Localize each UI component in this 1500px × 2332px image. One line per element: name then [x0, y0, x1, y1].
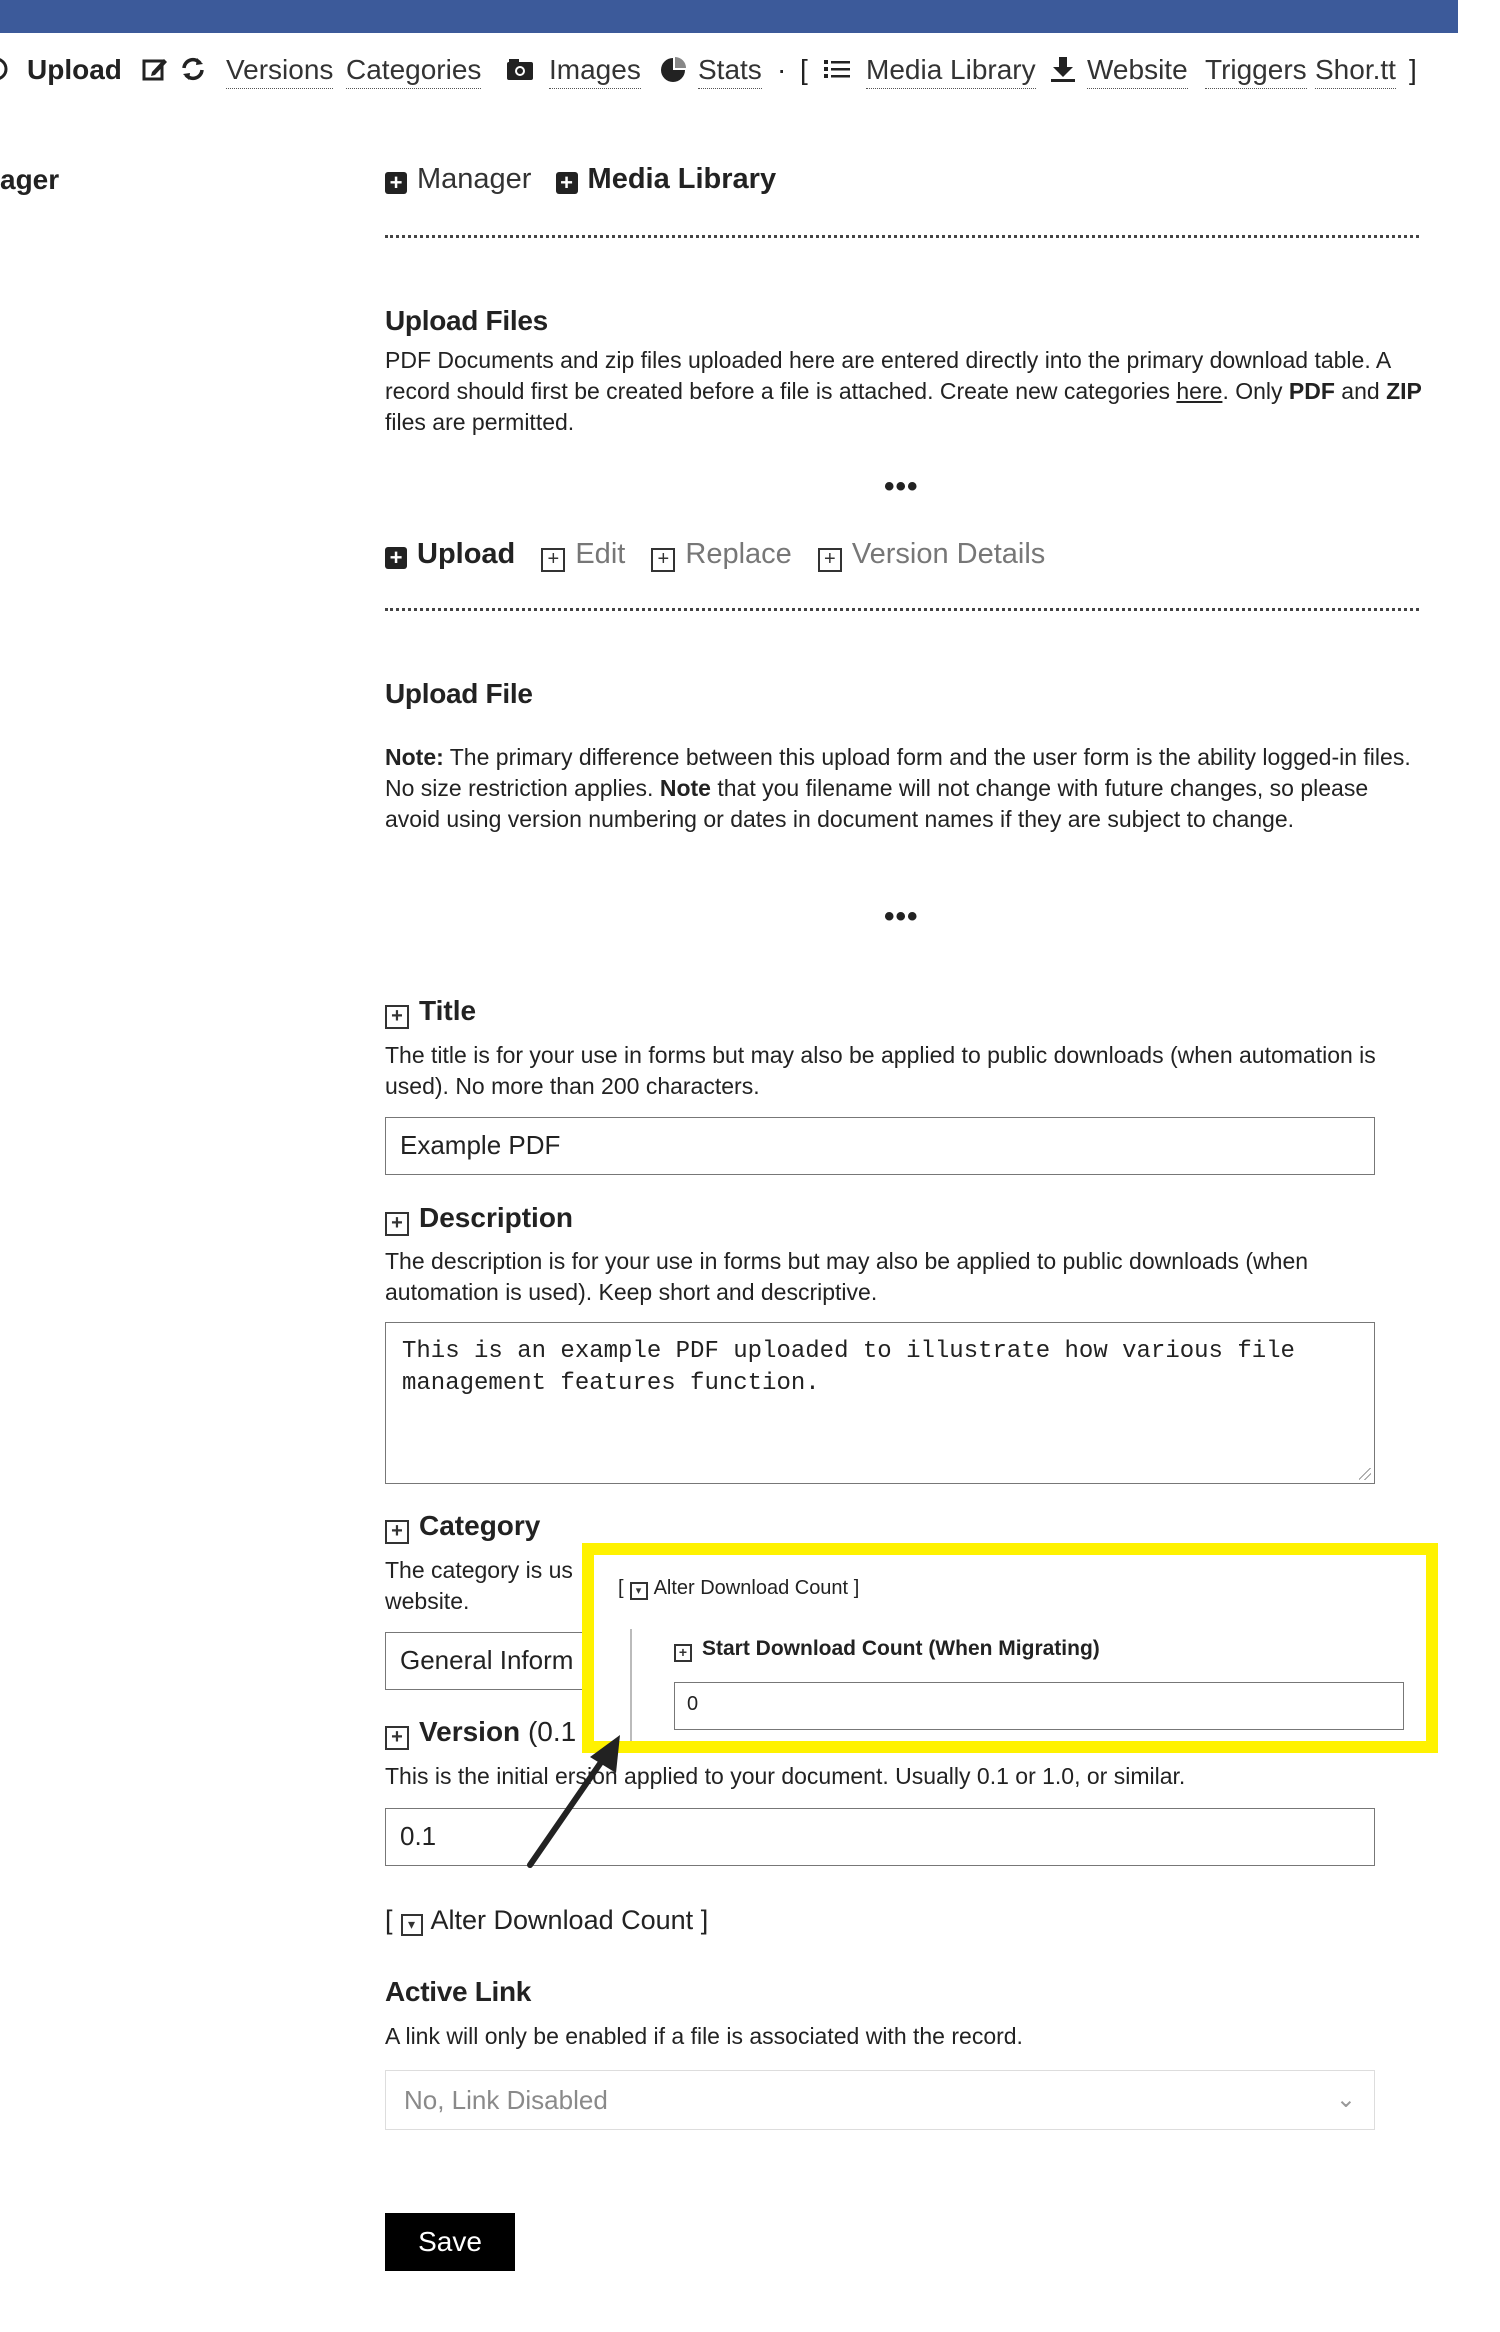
breadcrumb-manager[interactable]: Manager	[417, 163, 532, 195]
annotation-arrow	[520, 1725, 630, 1875]
version-input[interactable]: 0.1	[385, 1808, 1375, 1866]
active-link-value: No, Link Disabled	[404, 2085, 608, 2115]
title-input[interactable]: Example PDF	[385, 1117, 1375, 1175]
bracket-close: ]	[700, 1905, 709, 1935]
plus-square-icon: +	[385, 547, 407, 569]
upload-files-text: . Only	[1222, 378, 1289, 404]
callout-indent-line	[630, 1629, 632, 1741]
plus-square-icon: +	[541, 548, 565, 572]
category-label-text: Category	[419, 1510, 541, 1541]
title-label	[385, 995, 476, 1029]
edit-icon[interactable]	[142, 54, 168, 91]
tab-version-details[interactable]: Version Details	[851, 538, 1046, 570]
plus-square-icon: +	[556, 172, 578, 194]
category-help-text: website.	[385, 1588, 470, 1614]
nav-media-library[interactable]: Media Library	[866, 54, 1036, 89]
top-header-band	[0, 0, 1458, 33]
version-label-text: Version	[419, 1716, 521, 1747]
divider	[385, 608, 1419, 611]
nav-bracket-close: ]	[1409, 54, 1417, 85]
bracket-close: ]	[853, 1577, 860, 1599]
plus-square-icon: +	[651, 548, 675, 572]
category-select[interactable]: General Inform	[385, 1632, 1375, 1690]
plus-square-icon[interactable]: +	[385, 1520, 409, 1544]
title-label-text: Title	[419, 995, 477, 1026]
pdf-label: PDF	[1288, 378, 1335, 404]
bracket-open: [	[385, 1905, 393, 1935]
active-link-help: A link will only be enabled if a file is associated with the record.	[385, 2023, 1023, 2049]
tab-upload[interactable]: Upload	[417, 538, 516, 570]
nav-images[interactable]: Images	[549, 54, 641, 89]
download-icon	[1049, 54, 1077, 91]
breadcrumb	[385, 163, 776, 196]
callout-highlight	[582, 1543, 1438, 1753]
alter-download-label: Alter Download Count	[430, 1905, 694, 1935]
bracket-open: [	[618, 1577, 624, 1599]
version-label-suffix: (0.1	[527, 1716, 577, 1747]
active-link-heading: Active Link	[385, 1976, 532, 2007]
upload-files-text: and	[1334, 378, 1387, 404]
callout-field-label-text: Start Download Count (When Migrating)	[702, 1637, 1100, 1660]
upload-files-description	[385, 345, 1425, 438]
ellipsis: •••	[884, 900, 919, 933]
chevron-down-icon: ⌄	[1335, 2086, 1356, 2113]
description-help: The description is for your use in forms but may also be applied to public downloads (when automation is used). Keep short and descriptive.	[385, 1248, 1309, 1305]
categories-here-link[interactable]: here	[1176, 378, 1223, 404]
zip-label: ZIP	[1386, 378, 1422, 404]
plus-square-icon[interactable]: +	[385, 1212, 409, 1236]
nav-separator: ·	[777, 54, 787, 85]
divider	[385, 235, 1419, 238]
tab-edit[interactable]: Edit	[575, 538, 626, 570]
upload-file-note	[385, 742, 1425, 835]
description-value: This is an example PDF uploaded to illustrate how various file management features function.	[402, 1338, 1310, 1397]
tab-replace[interactable]: Replace	[685, 538, 792, 570]
pie-chart-icon	[658, 54, 688, 91]
version-help-text: ersion applied to your document. Usually 0.1 or 1.0, or similar.	[555, 1763, 1186, 1789]
resize-handle[interactable]	[1359, 1468, 1371, 1480]
category-help-text: The category is us	[385, 1557, 573, 1583]
list-icon	[822, 54, 852, 91]
breadcrumb-media-library[interactable]: Media Library	[587, 163, 777, 195]
note-text: that you filename will not change with future changes, so please avoid using version numbering or dates in document names if they are subject to change.	[385, 775, 1369, 832]
version-help-text: This is the initial	[385, 1763, 556, 1789]
plus-square-icon[interactable]: +	[385, 1726, 409, 1750]
plus-square-icon[interactable]: +	[385, 1005, 409, 1029]
upload-file-heading: Upload File	[385, 678, 533, 709]
top-navigation	[0, 48, 1500, 98]
nav-website[interactable]: Website	[1087, 54, 1188, 89]
nav-shortt[interactable]: Shor.tt	[1315, 54, 1396, 89]
callout-toggle-label: Alter Download Count	[653, 1577, 849, 1599]
caret-down-square-icon: ▾	[401, 1914, 423, 1936]
active-link-select[interactable]	[385, 2070, 1375, 2130]
ellipsis: •••	[884, 470, 919, 503]
start-download-count-input[interactable]: 0	[674, 1682, 1404, 1730]
upload-files-text: files are permitted.	[385, 409, 575, 435]
upload-files-heading: Upload Files	[385, 305, 548, 336]
alter-download-toggle[interactable]	[385, 1905, 708, 1936]
nav-triggers[interactable]: Triggers	[1205, 54, 1307, 89]
caret-down-square-icon: ▾	[630, 1582, 648, 1600]
sidebar-label: ager	[0, 164, 60, 195]
callout-field-label	[674, 1637, 1100, 1662]
plus-square-icon[interactable]: +	[674, 1644, 692, 1662]
plus-square-icon: +	[818, 548, 842, 572]
description-textarea[interactable]	[385, 1322, 1375, 1484]
plus-square-icon: +	[385, 172, 407, 194]
globe-icon	[0, 54, 14, 89]
upload-files-text: PDF Documents and zip files uploaded here are entered directly into the primary download table. A record should first be created before a file is attached. Create new categories	[385, 347, 1390, 404]
note-text: The primary difference between this upload form and the user form is the ability logged-in files. No size restriction applies.	[385, 744, 1411, 801]
nav-bracket-open: [	[800, 54, 808, 85]
nav-upload[interactable]: Upload	[27, 54, 122, 85]
nav-stats[interactable]: Stats	[698, 54, 762, 89]
refresh-icon[interactable]	[180, 54, 206, 91]
save-button[interactable]: Save	[385, 2213, 515, 2271]
category-label	[385, 1510, 540, 1544]
note-label: Note:	[385, 744, 444, 770]
nav-versions[interactable]: Versions	[226, 54, 333, 89]
description-label	[385, 1202, 573, 1236]
note-label: Note	[659, 775, 711, 801]
nav-categories[interactable]: Categories	[346, 54, 481, 89]
upload-tabs	[385, 538, 1045, 572]
callout-toggle[interactable]	[618, 1577, 859, 1600]
title-help: The title is for your use in forms but may also be applied to public downloads (when automation is used). No more than 200 characters.	[385, 1042, 1376, 1099]
camera-icon	[505, 54, 535, 91]
description-label-text: Description	[419, 1202, 574, 1233]
